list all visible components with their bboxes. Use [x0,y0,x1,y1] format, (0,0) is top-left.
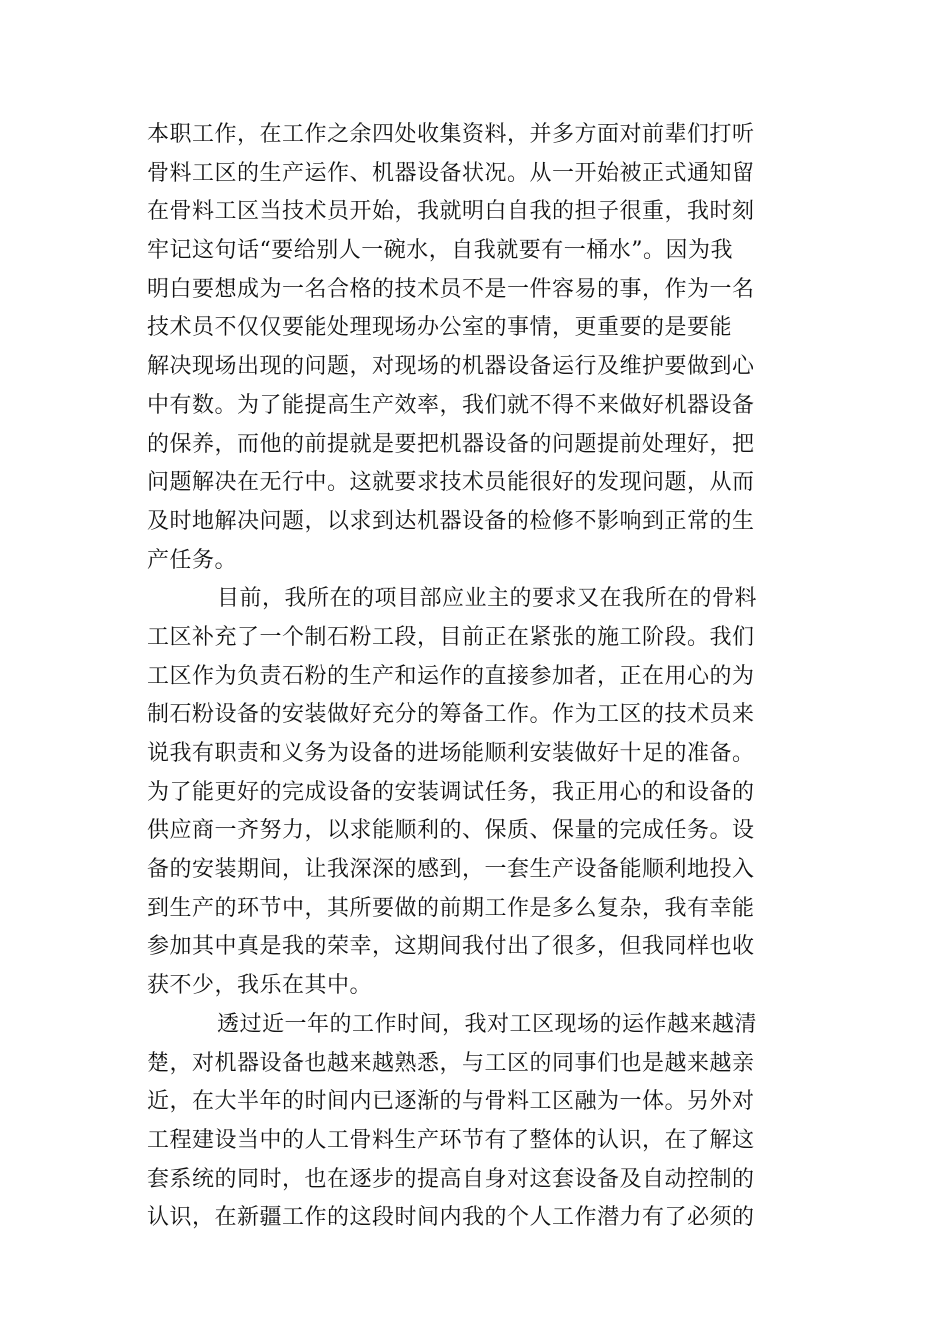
paragraph-3 [147,1006,807,1238]
text-line: 中有数。为了能提高生产效率，我们就不得不来做好机器设备 [147,392,755,418]
text-line: 产任务。 [147,547,238,573]
text-line: 的保养，而他的前提就是要把机器设备的问题提前处理好，把 [147,431,755,457]
document-body [147,116,807,1238]
text-line: 透过近一年的工作时间，我对工区现场的运作越来越清 [217,1011,758,1037]
text-line: 明白要想成为一名合格的技术员不是一件容易的事，作为一名 [147,276,755,302]
text-line: 本职工作，在工作之余四处收集资料，并多方面对前辈们打听 [147,122,755,147]
text-line: 参加其中真是我的荣幸，这期间我付出了很多，但我同样也收 [147,934,755,960]
paragraph-1 [147,116,807,580]
text-line: 备的安装期间，让我深深的感到，一套生产设备能顺利地投入 [147,857,755,883]
text-line: 说我有职责和义务为设备的进场能顺利安装做好十足的准备。 [147,741,755,766]
text-line: 认识，在新疆工作的这段时间内我的个人工作潜力有了必须的 [147,1205,755,1231]
text-line: 套系统的同时，也在逐步的提高自身对这套设备及自动控制的 [147,1166,755,1192]
text-line: 为了能更好的完成设备的安装调试任务，我正用心的和设备的 [147,779,755,805]
text-line: 目前，我所在的项目部应业主的要求又在我所在的骨料 [217,586,758,612]
text-line: 解决现场出现的问题，对现场的机器设备运行及维护要做到心 [147,354,755,380]
text-line: 制石粉设备的安装做好充分的筹备工作。作为工区的技术员来 [147,702,755,728]
paragraph-2 [147,580,807,1006]
text-line: 牢记这句话“要给别人一碗水，自我就要有一桶水”。因为我 [147,238,733,264]
text-line: 在骨料工区当技术员开始，我就明白自我的担子很重，我时刻 [147,199,755,225]
text-line: 到生产的环节中，其所要做的前期工作是多么复杂，我有幸能 [147,895,755,921]
text-line: 工区作为负责石粉的生产和运作的直接参加者，正在用心的为 [147,663,755,689]
text-line: 楚，对机器设备也越来越熟悉，与工区的同事们也是越来越亲 [147,1050,755,1076]
text-line: 问题解决在无行中。这就要求技术员能很好的发现问题，从而 [147,470,755,496]
text-line: 骨料工区的生产运作、机器设备状况。从一开始被正式通知留 [147,160,755,186]
text-line: 工区补充了一个制石粉工段，目前正在紧张的施工阶段。我们 [147,624,755,650]
text-line: 近，在大半年的时间内已逐渐的与骨料工区融为一体。另外对 [147,1089,755,1115]
text-line: 技术员不仅仅要能处理现场办公室的事情，更重要的是要能 [147,315,733,341]
text-line: 工程建设当中的人工骨料生产环节有了整体的认识，在了解这 [147,1127,755,1153]
text-line: 供应商一齐努力，以求能顺利的、保质、保量的完成任务。设 [147,818,755,844]
text-line: 及时地解决问题，以求到达机器设备的检修不影响到正常的生 [147,508,755,534]
text-line: 获不少，我乐在其中。 [147,973,373,999]
